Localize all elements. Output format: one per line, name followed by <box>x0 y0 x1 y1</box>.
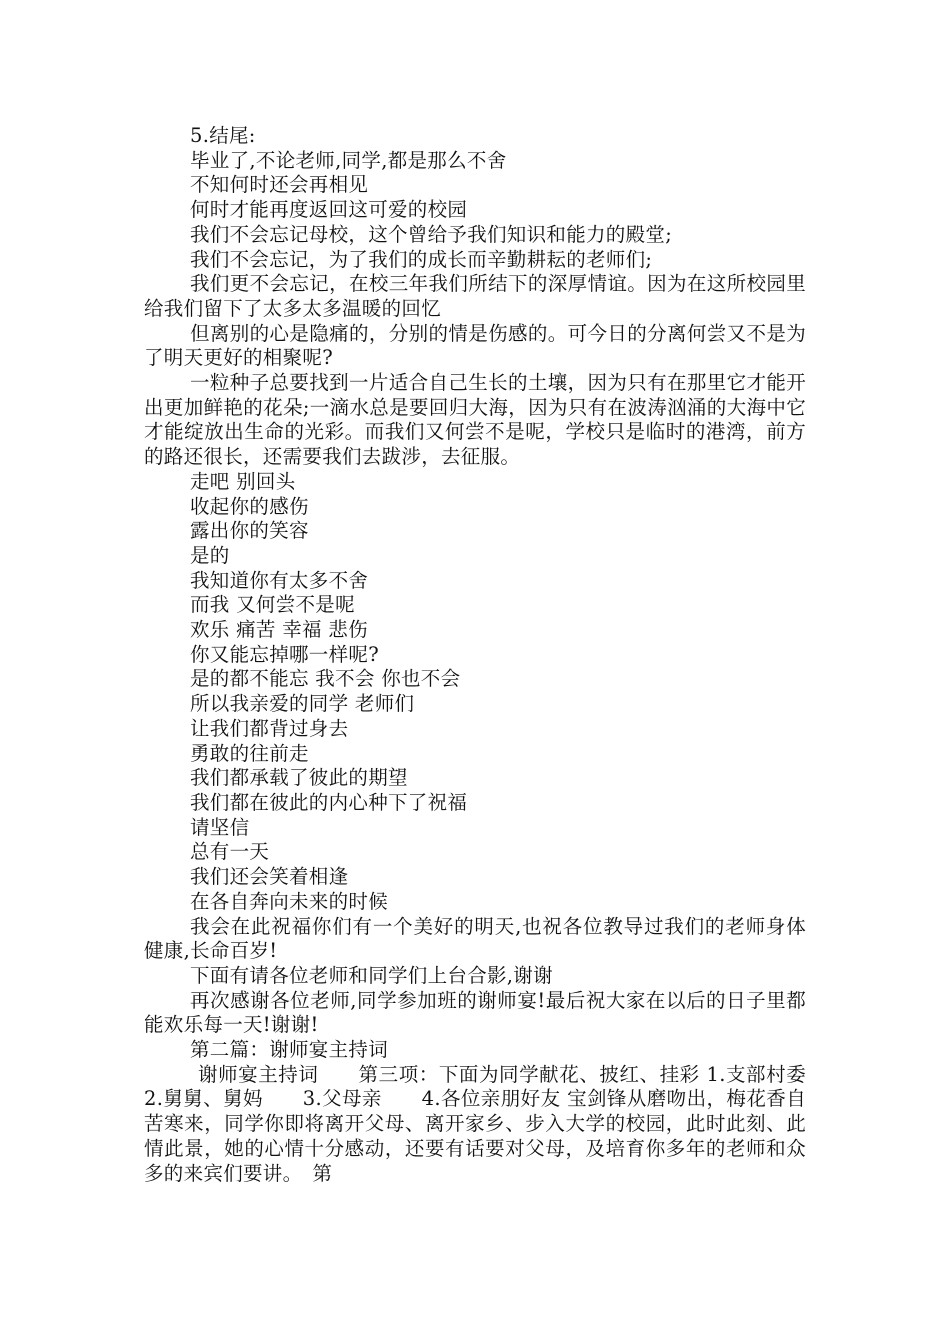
paragraph: 是的都不能忘 我不会 你也不会 <box>190 667 461 691</box>
paragraph: 露出你的笑容 <box>190 519 309 543</box>
paragraph: 再次感谢各位老师,同学参加班的谢师宴!最后祝大家在以后的日子里都能欢乐每一天!谢谢! <box>144 988 806 1037</box>
paragraph: 我知道你有太多不舍 <box>190 568 369 592</box>
section-heading: 第二篇：谢师宴主持词 <box>190 1038 389 1062</box>
paragraph: 勇敢的往前走 <box>190 741 309 765</box>
paragraph: 毕业了,不论老师,同学,都是那么不舍 <box>190 148 507 172</box>
paragraph: 走吧 别回头 <box>190 469 296 493</box>
paragraph: 但离别的心是隐痛的，分别的情是伤感的。可今日的分离何尝又不是为了明天更好的相聚呢? <box>144 321 806 370</box>
document-body <box>144 124 846 1186</box>
paragraph: 让我们都背过身去 <box>190 716 349 740</box>
paragraph: 我们都承载了彼此的期望 <box>190 766 408 790</box>
paragraph: 而我 又何尝不是呢 <box>190 593 355 617</box>
paragraph: 不知何时还会再相见 <box>190 173 369 197</box>
paragraph: 欢乐 痛苦 幸福 悲伤 <box>190 618 368 642</box>
paragraph: 谢师宴主持词 第三项：下面为同学献花、披红、挂彩 1.支部村委 2.舅舅、舅妈 3.父母亲 4.各位亲朋好友 宝剑锋从磨吻出，梅花香自苦寒来，同学你即将离开父母、离开家乡、步入大学的校园，此时此刻、此情此景，她的心情十分感动，还要有话要对父母，及培育你多年的老师和众多的来宾们要讲。 第 <box>144 1062 846 1185</box>
paragraph: 是的 <box>190 543 230 567</box>
paragraph: 我们不会忘记，为了我们的成长而辛勤耕耘的老师们; <box>190 247 653 271</box>
paragraph: 何时才能再度返回这可爱的校园 <box>190 198 468 222</box>
paragraph: 请坚信 <box>190 815 250 839</box>
paragraph: 在各自奔向未来的时候 <box>190 889 389 913</box>
paragraph: 下面有请各位老师和同学们上台合影,谢谢 <box>190 963 553 987</box>
paragraph: 收起你的感伤 <box>190 494 309 518</box>
paragraph: 我会在此祝福你们有一个美好的明天,也祝各位教导过我们的老师身体健康,长命百岁! <box>144 914 806 963</box>
paragraph: 我们不会忘记母校，这个曾给予我们知识和能力的殿堂; <box>190 222 673 246</box>
paragraph: 一粒种子总要找到一片适合自己生长的土壤，因为只有在那里它才能开出更加鲜艳的花朵;一滴水总是要回归大海，因为只有在波涛汹涌的大海中它才能绽放出生命的光彩。而我们又何尝不是呢，学校只是临时的港湾，前方的路还很长，还需要我们去跋涉，去征服。 <box>144 371 806 469</box>
paragraph: 5.结尾: <box>190 124 256 147</box>
paragraph: 我们更不会忘记，在校三年我们所结下的深厚情谊。因为在这所校园里 给我们留下了太多太多温暖的回忆 <box>144 272 806 320</box>
paragraph: 我们都在彼此的内心种下了祝福 <box>190 790 468 814</box>
paragraph: 总有一天 <box>190 840 270 864</box>
paragraph: 所以我亲爱的同学 老师们 <box>190 692 415 716</box>
paragraph: 我们还会笑着相逢 <box>190 865 349 889</box>
paragraph: 你又能忘掉哪一样呢? <box>190 642 379 666</box>
